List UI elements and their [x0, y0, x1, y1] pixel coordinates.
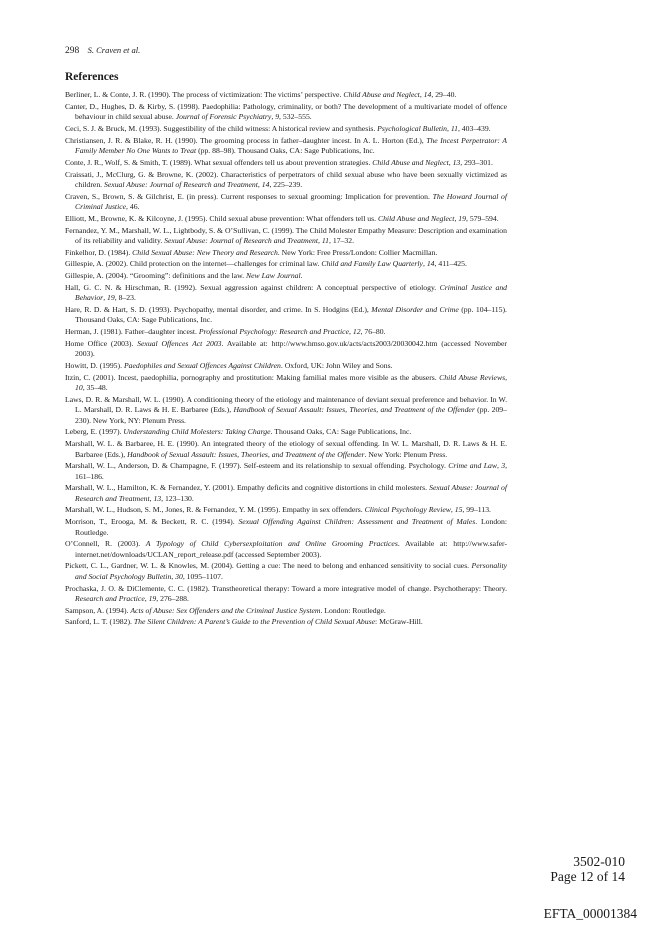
reference-entry: Sanford, L. T. (1982). The Silent Children: A Parent’s Guide to the Prevention of Child Sexual Abuse: McGraw-Hill.: [65, 617, 423, 627]
page-number: 298: [65, 46, 80, 56]
reference-list: [65, 90, 507, 629]
bates-number: EFTA_00001384: [543, 906, 637, 921]
reference-entry: Marshall, W. L., Hudson, S. M., Jones, R. & Fernandez, Y. M. (1995). Empathy in sex offenders. Clinical Psychology Review, 15, 99–113.: [65, 505, 491, 515]
document-code: 3502-010: [573, 854, 625, 869]
reference-entry: O’Connell, R. (2003). A Typology of Child Cybersexploitation and Online Grooming Practices. Available at: http://www.safer-internet.net/downloads/UCLAN_report_release.pdf (accessed September 2003).: [65, 539, 508, 559]
reference-entry: Elliott, M., Browne, K. & Kilcoyne, J. (1995). Child sexual abuse prevention: What offenders tell us. Child Abuse and Neglect, 19, 579–594.: [65, 213, 499, 223]
page-footer: [550, 854, 625, 884]
reference-entry: Laws, D. R. & Marshall, W. L. (1990). A conditioning theory of the etiology and maintenance of deviant sexual preference and behavior. In W. L. Marshall, D. R. Laws & H. E. Barbaree (Eds.), Handbook of Sexual Assault: Issues, Theories, and Treatment of the Offender (pp. 209–230). New York, NY: Plenum Press.: [65, 395, 507, 425]
reference-entry: Home Office (2003). Sexual Offences Act 2003. Available at: http://www.hmso.gov.uk/acts/acts2003/20030042.htm (accessed November 2003).: [65, 339, 507, 359]
reference-entry: Christiansen, J. R. & Blake, R. H. (1990). The grooming process in father–daughter incest. In A. L. Horton (Ed.), The Incest Perpetrator: A Family Member No One Wants to Treat (pp. 88–98). Thousand Oaks, CA: Sage Publications, Inc.: [65, 135, 507, 155]
reference-entry: Craven, S., Brown, S. & Gilchrist, E. (in press). Current responses to sexual grooming: Implication for prevention. The Howard Journal of Criminal Justice, 46.: [65, 191, 508, 211]
section-heading: References: [65, 71, 119, 83]
reference-entry: Hall, G. C. N. & Hirschman, R. (1992). Sexual aggression against children: A conceptual perspective of etiology. Criminal Justice and Behavior, 19, 8–23.: [65, 283, 508, 303]
reference-entry: Herman, J. (1981). Father–daughter incest. Professional Psychology: Research and Practice, 12, 76–80.: [65, 327, 386, 337]
reference-entry: Ceci, S. J. & Bruck, M. (1993). Suggestibility of the child witness: A historical review and synthesis. Psychological Bulletin, 11, 403–439.: [65, 123, 491, 133]
reference-entry: Prochaska, J. O. & DiClemente, C. C. (1982). Transtheoretical therapy: Toward a more integrative model of change. Psychotherapy: Theory. Research and Practice, 19, 276–288.: [65, 583, 507, 603]
reference-entry: Hare, R. D. & Hart, S. D. (1993). Psychopathy, mental disorder, and crime. In S. Hodgins (Ed.), Mental Disorder and Crime (pp. 104–115). Thousand Oaks, CA: Sage Publications, Inc.: [65, 305, 507, 325]
reference-entry: Sampson, A. (1994). Acts of Abuse: Sex Offenders and the Criminal Justice System. London: Routledge.: [65, 605, 386, 615]
running-authors: S. Craven et al.: [87, 45, 141, 55]
reference-entry: Marshall, W. L. & Barbaree, H. E. (1990). An integrated theory of the etiology of sexual offending. In W. L. Marshall, D. R. Laws & H. E. Barbaree (Eds.), Handbook of Sexual Assault: Issues, Theories, and Treatment of the Offender. New York: Plenum Press.: [65, 439, 507, 459]
reference-entry: Gillespie, A. (2002). Child protection on the internet—challenges for criminal law. Child and Family Law Quarterly, 14, 411–425.: [65, 259, 467, 269]
reference-entry: Fernandez, Y. M., Marshall, W. L., Lightbody, S. & O’Sullivan, C. (1999). The Child Molester Empathy Measure: Description and examination of its reliability and validity. Sexual Abuse: Journal of Research and Treatment, 11, 17–32.: [65, 225, 507, 245]
reference-entry: Morrison, T., Erooga, M. & Beckett, R. C. (1994). Sexual Offending Against Children: Assessment and Treatment of Males. London: Routledge.: [65, 517, 508, 537]
reference-entry: Itzin, C. (2001). Incest, paedophilia, pornography and prostitution: Making familial males more visible as the abusers. Child Abuse Reviews, 10, 35–48.: [65, 372, 507, 393]
reference-entry: Pickett, C. L., Gardner, W. L. & Knowles, M. (2004). Getting a cue: The need to belong and enhanced sensitivity to social cues. Personality and Social Psychology Bulletin, 30, 1095–1107.: [65, 561, 507, 581]
reference-entry: Leberg, E. (1997). Understanding Child Molesters: Taking Charge. Thousand Oaks, CA: Sage Publications, Inc.: [65, 427, 412, 437]
running-header: [65, 45, 140, 56]
reference-entry: Conte, J. R., Wolf, S. & Smith, T. (1989). What sexual offenders tell us about prevention strategies. Child Abuse and Neglect, 13, 293–301.: [65, 157, 493, 167]
reference-entry: Marshall, W. L., Hamilton, K. & Fernandez, Y. (2001). Empathy deficits and cognitive distortions in child molesters. Sexual Abuse: Journal of Research and Treatment, 13, 123–130.: [65, 483, 507, 503]
reference-entry: Gillespie, A. (2004). “Grooming”: definitions and the law. New Law Journal.: [65, 271, 303, 281]
reference-entry: Finkelhor, D. (1984). Child Sexual Abuse: New Theory and Research. New York: Free Press/London: Collier Macmillan.: [65, 247, 438, 257]
reference-entry: Canter, D., Hughes, D. & Kirby, S. (1998). Paedophilia: Pathology, criminality, or both? The development of a multivariate model of offence behaviour in child sexual abuse. Journal of Forensic Psychiatry, 9, 532–555.: [65, 101, 507, 122]
page-count-label: Page 12 of 14: [550, 869, 625, 884]
reference-entry: Berliner, L. & Conte, J. R. (1990). The process of victimization: The victims’ perspective. Child Abuse and Neglect, 14, 29–40.: [65, 90, 457, 99]
reference-entry: Craissati, J., McClurg, G. & Browne, K. (2002). Characteristics of perpetrators of child sexual abuse who have been sexually victimized as children. Sexual Abuse: Journal of Research and Treatment, 14, 225–239.: [65, 169, 507, 189]
reference-entry: Marshall, W. L., Anderson, D. & Champagne, F. (1997). Self-esteem and its relationship to sexual offending. Psychology. Crime and Law, 3, 161–186.: [65, 461, 507, 481]
reference-entry: Howitt, D. (1995). Paedophiles and Sexual Offences Against Children. Oxford, UK: John Wiley and Sons.: [65, 361, 393, 371]
